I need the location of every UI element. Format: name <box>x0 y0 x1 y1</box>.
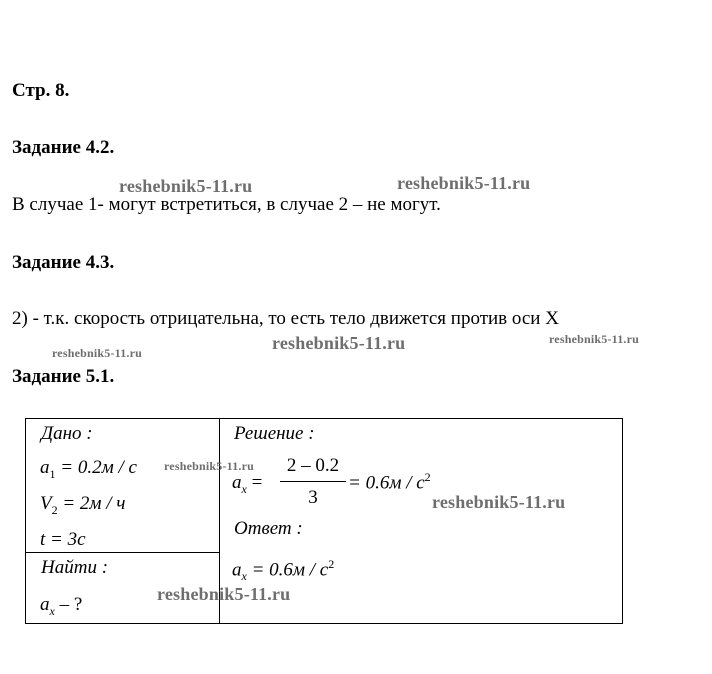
solution-label: Решение : <box>234 423 315 444</box>
given-t: t = 3с <box>40 529 86 550</box>
answer-label: Ответ : <box>234 518 303 539</box>
solution-numerator: 2 – 0.2 <box>286 455 340 476</box>
solution-denominator: 3 <box>308 487 318 508</box>
task-4-3-answer: 2) - т.к. скорость отрицательна, то есть тело движется против оси Х <box>12 308 559 329</box>
given-v2: $V_2 = 2м / ч$ <box>40 493 126 517</box>
given-label: Дано : <box>41 423 93 444</box>
table-divider-horizontal <box>25 552 220 553</box>
watermark: reshebnik5-11.ru <box>549 332 639 346</box>
watermark: reshebnik5-11.ru <box>397 173 531 193</box>
task-5-1-title: Задание 5.1. <box>12 366 115 387</box>
solution-result: = $0.6м / с^2$ <box>348 470 431 494</box>
solution-fraction-bar <box>280 481 346 482</box>
task-4-3-title: Задание 4.3. <box>12 252 115 273</box>
solution-lhs: $a_x$ = <box>232 472 263 496</box>
table-border-bottom <box>25 623 623 624</box>
given-a1: $a_1 = 0.2м / с$ <box>40 457 137 481</box>
answer-expression: $a_x = 0.6м / с^2$ <box>232 557 335 584</box>
find-label: Найти : <box>41 557 109 578</box>
table-border-left <box>25 418 26 624</box>
task-4-2-title: Задание 4.2. <box>12 137 115 158</box>
watermark: reshebnik5-11.ru <box>52 346 142 360</box>
watermark: reshebnik5-11.ru <box>164 459 254 473</box>
table-border-top <box>25 418 623 419</box>
watermark: reshebnik5-11.ru <box>432 492 566 512</box>
watermark: reshebnik5-11.ru <box>157 584 291 604</box>
task-4-2-answer: В случае 1- могут встретиться, в случае 2 – не могут. <box>12 194 441 215</box>
find-expression: $a_x$ – ? <box>40 594 83 618</box>
watermark: reshebnik5-11.ru <box>272 333 406 353</box>
table-border-right <box>622 418 623 624</box>
page-label: Стр. 8. <box>12 80 70 101</box>
watermark: reshebnik5-11.ru <box>119 176 253 196</box>
